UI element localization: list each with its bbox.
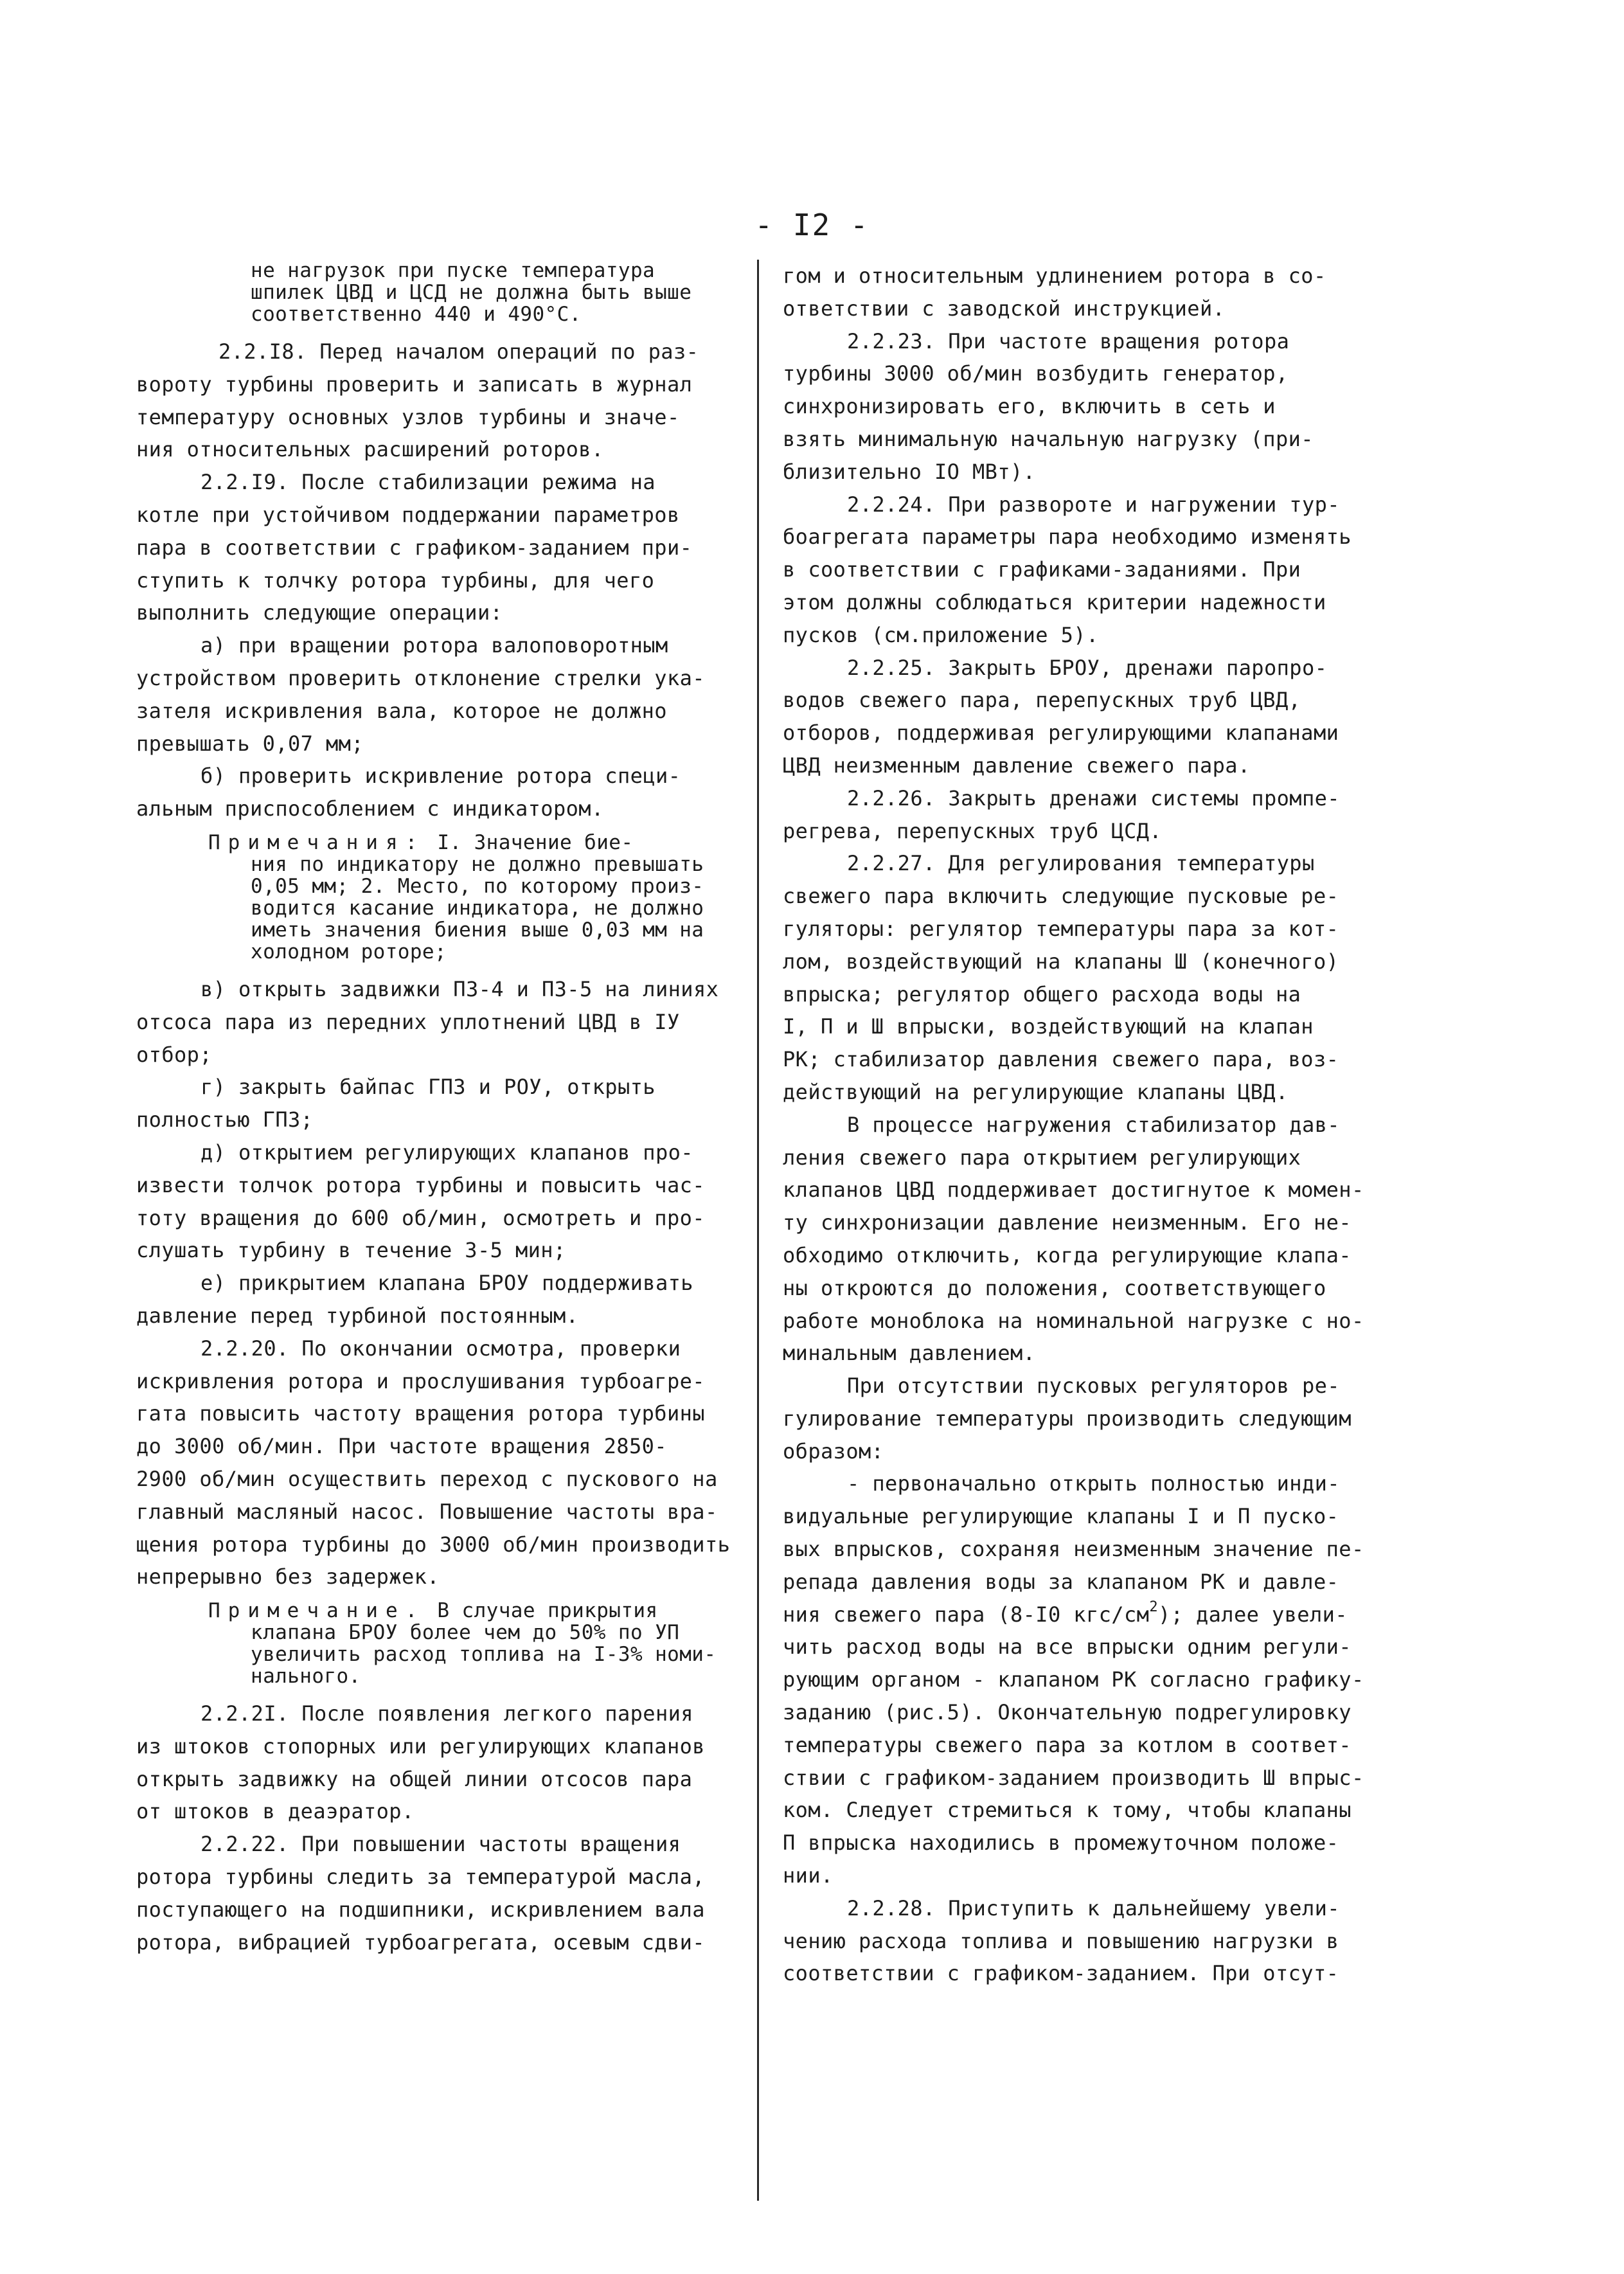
line-text: д) открытием регулирующих клапанов про- [201, 1140, 693, 1165]
line-text: 2.2.22. При повышении частоты вращения [201, 1832, 681, 1857]
line-text: свежего пара включить следующие пусковые ре- [783, 884, 1339, 909]
line-text: лом, воздействующий на клапаны Ш (конечного) [783, 949, 1339, 974]
line-text: синхронизировать его, включить в сеть и [783, 394, 1276, 419]
line-text: температуры свежего пара за котлом в соответ- [783, 1732, 1352, 1757]
line-text: чить расход воды на все впрыски одним регули- [783, 1634, 1352, 1660]
line-text: извести толчок ротора турбины и повысить час- [136, 1172, 705, 1197]
line-text: е) прикрытием клапана БРОУ поддерживать [201, 1271, 693, 1296]
column-divider [757, 260, 759, 2201]
text-line [783, 1566, 1405, 1598]
line-text: искривления ротора и прослушивания турбоагре- [136, 1368, 705, 1393]
text-line [136, 760, 753, 792]
line-text: П впрыска находились в промежуточном положе- [783, 1831, 1339, 1856]
text-line [136, 728, 753, 760]
line-text: видуальные регулирующие клапаны I и П пуско- [783, 1504, 1339, 1529]
line-text: клапанов ЦВД поддерживает достигнутое к момен- [783, 1177, 1364, 1203]
line-text: этом должны соблюдаться критерии надежности [783, 589, 1326, 614]
line-text: 2.2.I9. После стабилизации режима на [201, 470, 656, 495]
text-line [136, 466, 753, 499]
line-text: I, П и Ш впрыски, воздействующий на клапан [783, 1014, 1314, 1039]
line-text: непрерывно без задержек. [136, 1564, 440, 1589]
line-text: ротора турбины следить за температурой масла, [136, 1865, 705, 1890]
text-line [783, 586, 1405, 619]
text-line [783, 815, 1405, 848]
line-text: 2.2.24. При развороте и нагружении тур- [847, 492, 1340, 517]
text-line [783, 847, 1405, 880]
line-text: ния свежего пара (8-I0 кгс/см [783, 1602, 1150, 1627]
text-line [136, 1430, 753, 1463]
line-text: тоту вращения до 600 об/мин, осмотреть и про- [136, 1205, 705, 1230]
line-text: действующий на регулирующие клапаны ЦВД. [783, 1079, 1289, 1104]
line-text: холодном роторе; [251, 940, 447, 963]
text-line [783, 292, 1405, 325]
line-text: вороту турбины проверить и записать в журнал [136, 372, 693, 397]
text-line [783, 1043, 1405, 1076]
text-line [136, 1267, 753, 1300]
line-text: ротора, вибрацией турбоагрегата, осевым сдви- [136, 1929, 705, 1955]
text-line [136, 596, 753, 629]
line-text: ЦВД неизменным давление свежего пара. [783, 753, 1251, 778]
line-text: соответствии с графиком-заданием. При отсут- [783, 1961, 1339, 1986]
text-line [136, 1496, 753, 1528]
text-line [783, 1435, 1405, 1468]
line-text: При отсутствии пусковых регуляторов ре- [847, 1374, 1340, 1399]
line-text: устройством проверить отклонение стрелки ука- [136, 665, 705, 690]
line-text: рующим органом - клапаном РК согласно графику- [783, 1667, 1364, 1692]
line-text: вых впрысков, сохраняя неизменным значение пе- [783, 1537, 1364, 1562]
text-line [136, 1697, 753, 1730]
line-text: от штоков в деаэратор. [136, 1799, 415, 1824]
text-line [136, 433, 753, 466]
text-line [783, 1892, 1405, 1925]
text-line [136, 499, 753, 532]
line-text: выполнить следующие операции: [136, 600, 503, 625]
text-line [783, 1370, 1405, 1402]
note-line [136, 260, 753, 282]
line-text: образом: [783, 1438, 884, 1464]
text-line [783, 1598, 1405, 1631]
line-text: не нагрузок при пуске температура [251, 259, 656, 282]
text-line [783, 488, 1405, 521]
line-text: ны откроются до положения, соответствующего [783, 1275, 1326, 1300]
line-text: 2.2.27. Для регулирования температуры [847, 851, 1315, 876]
text-line [783, 553, 1405, 586]
line-text: гата повысить частоту вращения ротора турбины [136, 1401, 705, 1426]
line-text: ответствии с заводской инструкцией. [783, 296, 1226, 321]
note-line [136, 1622, 753, 1643]
line-text: 2.2.I8. Перед началом операций по раз- [219, 339, 699, 364]
text-line [136, 1071, 753, 1104]
line-text: нии. [783, 1863, 834, 1888]
text-line [783, 913, 1405, 945]
line-text: ком. Следует стремиться к тому, чтобы клапаны [783, 1798, 1352, 1823]
text-line [136, 1730, 753, 1763]
note-line [136, 1600, 753, 1622]
line-text: полностью ГПЗ; [136, 1107, 314, 1133]
text-line [783, 1859, 1405, 1892]
text-line [783, 260, 1405, 292]
line-text: 2.2.25. Закрыть БРОУ, дренажи паропро- [847, 655, 1328, 680]
note-line [136, 303, 753, 325]
text-line [136, 1136, 753, 1169]
text-line [136, 336, 753, 368]
text-line [136, 1234, 753, 1267]
line-text: минальным давлением. [783, 1341, 1036, 1366]
text-line [783, 1925, 1405, 1958]
line-text: котле при устойчивом поддержании параметров [136, 502, 680, 527]
text-line [783, 1010, 1405, 1043]
line-text: до 3000 об/мин. При частоте вращения 2850- [136, 1434, 667, 1459]
text-line [783, 749, 1405, 782]
line-text: нального. [251, 1665, 361, 1688]
line-text: превышать 0,07 мм; [136, 731, 364, 756]
line-text: ступить к толчку ротора турбины, для чего [136, 568, 655, 593]
text-line [136, 662, 753, 695]
line-text: В процессе нагружения стабилизатор дав- [847, 1112, 1340, 1137]
text-line [136, 1463, 753, 1496]
note-line [136, 282, 753, 303]
line-text: температуру основных узлов турбины и значе- [136, 404, 680, 429]
line-text: соответственно 440 и 490°С. [251, 303, 582, 326]
line-text: гом и относительным удлинением ротора в со- [783, 264, 1326, 288]
text-line [136, 1332, 753, 1365]
text-line [783, 1533, 1405, 1566]
text-line [136, 1894, 753, 1926]
line-text: гулирование температуры производить следующим [783, 1406, 1352, 1431]
text-line [783, 1206, 1405, 1239]
line-text: заданию (рис.5). Окончательную подрегулировку [783, 1700, 1352, 1725]
line-text: отбор; [136, 1042, 212, 1067]
line-text: ствии с графиком-заданием производить Ш впрыс- [783, 1765, 1364, 1790]
line-text: клапана БРОУ более чем до 50% по УП [251, 1621, 680, 1645]
line-text: близительно IO МВт). [783, 459, 1036, 484]
line-text-tail: I. Значение бие- [425, 830, 634, 854]
text-line [783, 782, 1405, 815]
line-text: альным приспособлением с индикатором. [136, 796, 604, 821]
text-line [136, 1763, 753, 1796]
text-line [136, 1039, 753, 1071]
text-line [783, 945, 1405, 978]
line-text: обходимо отключить, когда регулирующие клапа- [783, 1242, 1352, 1267]
text-line [783, 357, 1405, 390]
text-line [783, 619, 1405, 652]
superscript: 2 [1149, 1599, 1158, 1616]
line-text: главный масляный насос. Повышение частоты вра- [136, 1499, 718, 1524]
line-text: увеличить расход топлива на I-3% номи- [251, 1643, 717, 1667]
text-line [783, 1762, 1405, 1795]
line-text: 2.2.26. Закрыть дренажи системы промпе- [847, 785, 1340, 810]
line-text: впрыска; регулятор общего расхода воды на [783, 981, 1301, 1007]
text-line [783, 1729, 1405, 1762]
line-text: в) открыть задвижки ПЗ-4 и ПЗ-5 на линиях [201, 976, 719, 1001]
line-text: боагрегата параметры пара необходимо изменять [783, 524, 1352, 550]
text-line [783, 1827, 1405, 1859]
text-line [783, 1467, 1405, 1500]
line-text: 2900 об/мин осуществить переход с пускового на [136, 1466, 718, 1491]
text-line [783, 1696, 1405, 1729]
line-text: из штоков стопорных или регулирующих клапанов [136, 1733, 705, 1759]
text-line [136, 1397, 753, 1430]
line-text: пара в соответствии с графиком-заданием при- [136, 535, 693, 560]
text-line [136, 401, 753, 434]
text-line [136, 1300, 753, 1332]
text-line [783, 652, 1405, 685]
text-line [783, 1076, 1405, 1109]
line-text: регрева, перепускных труб ЦСД. [783, 818, 1162, 843]
line-text: 2.2.20. По окончании осмотра, проверки [201, 1336, 681, 1361]
line-text: б) проверить искривление ротора специ- [201, 764, 681, 789]
left-text-column [136, 260, 753, 1958]
line-text: зателя искривления вала, которое не должно [136, 698, 667, 723]
text-line [783, 1631, 1405, 1663]
line-text: - первоначально открыть полностью инди- [847, 1471, 1340, 1496]
text-line [783, 1305, 1405, 1338]
text-line [783, 684, 1405, 717]
text-line [136, 695, 753, 728]
note-heading: Примечание. [208, 1599, 425, 1623]
text-line [783, 521, 1405, 553]
line-text: 2.2.23. При частоте вращения ротора [847, 328, 1290, 354]
line-text: ту синхронизации давление неизменным. Его не- [783, 1210, 1352, 1235]
text-line [136, 1828, 753, 1861]
text-line [136, 629, 753, 662]
text-line [136, 1861, 753, 1894]
text-line [136, 1202, 753, 1235]
text-line [783, 1663, 1405, 1696]
text-line [783, 456, 1405, 488]
text-line [136, 973, 753, 1006]
line-text: РК; стабилизатор давления свежего пара, воз- [783, 1047, 1339, 1072]
line-text: пусков (см.приложение 5). [783, 622, 1099, 647]
text-line [783, 1272, 1405, 1305]
line-text-tail: В случае прикрытия [425, 1599, 658, 1623]
text-line [136, 532, 753, 564]
line-text: ния по индикатору не должно превышать [251, 852, 704, 876]
text-line [783, 325, 1405, 358]
line-text: поступающего на подшипники, искривлением вала [136, 1897, 705, 1922]
line-text: отсоса пара из передних уплотнений ЦВД в IУ [136, 1009, 680, 1034]
right-text-column [783, 260, 1405, 1990]
line-text: в соответствии с графиками-заданиями. При [783, 557, 1301, 582]
text-line [783, 423, 1405, 456]
line-text: 2.2.2I. После появления легкого парения [201, 1701, 693, 1726]
line-text: турбины 3000 об/мин возбудить генератор, [783, 361, 1289, 386]
note-line [136, 875, 753, 897]
line-text: 0,05 мм; 2. Место, по которому произ- [251, 874, 704, 898]
note-heading: Примечания: [208, 830, 425, 854]
note-line [136, 832, 753, 854]
text-line [136, 1561, 753, 1593]
text-line [136, 792, 753, 825]
text-line [783, 978, 1405, 1011]
text-line [136, 1528, 753, 1561]
text-line [783, 390, 1405, 423]
text-line [783, 880, 1405, 913]
text-line [783, 1957, 1405, 1990]
line-text: чению расхода топлива и повышению нагрузки в [783, 1928, 1339, 1953]
note-line [136, 1665, 753, 1687]
text-line [783, 1794, 1405, 1827]
text-line [136, 564, 753, 597]
line-text: шпилек ЦВД и ЦСД не должна быть выше [251, 281, 692, 304]
line-text: 2.2.28. Приступить к дальнейшему увели- [847, 1895, 1340, 1920]
line-text: отборов, поддерживая регулирующими клапанами [783, 721, 1339, 746]
line-text: взять минимальную начальную нагрузку (при- [783, 426, 1314, 451]
text-line [783, 1500, 1405, 1533]
line-text: слушать турбину в течение 3-5 мин; [136, 1238, 566, 1263]
text-line [136, 1795, 753, 1828]
text-line [783, 717, 1405, 749]
line-text: репада давления воды за клапаном РК и давле- [783, 1569, 1339, 1594]
text-line [783, 1402, 1405, 1435]
line-text: открыть задвижку на общей линии отсосов пара [136, 1766, 693, 1791]
line-text: иметь значения биения выше 0,03 мм на [251, 918, 704, 942]
line-text: а) при вращении ротора валоповоротным [201, 633, 668, 658]
text-line [136, 1104, 753, 1136]
text-line [783, 1141, 1405, 1174]
note-line [136, 854, 753, 875]
text-line [783, 1174, 1405, 1206]
line-text: ния относительных расширений роторов. [136, 437, 604, 462]
text-line [783, 1337, 1405, 1370]
note-line [136, 941, 753, 963]
text-line [136, 1926, 753, 1959]
line-text: щения ротора турбины до 3000 об/мин производить [136, 1532, 731, 1557]
line-text: давление перед турбиной постоянным. [136, 1303, 579, 1328]
line-text: гуляторы: регулятор температуры пара за кот- [783, 916, 1339, 941]
line-text: ления свежего пара открытием регулирующих [783, 1145, 1301, 1170]
page-number: - I2 - [754, 208, 870, 242]
note-line [136, 1643, 753, 1665]
text-line [136, 1365, 753, 1398]
line-text: работе моноблока на номинальной нагрузке с но- [783, 1308, 1364, 1333]
line-text: г) закрыть байпас ГПЗ и РОУ, открыть [201, 1075, 656, 1100]
line-text-tail: ); далее увели- [1157, 1602, 1348, 1627]
text-line [136, 368, 753, 401]
text-line [136, 1006, 753, 1039]
text-line [783, 1239, 1405, 1272]
line-text: водов свежего пара, перепускных труб ЦВД, [783, 688, 1301, 713]
line-text: водится касание индикатора, не должно [251, 896, 704, 920]
text-line [136, 1169, 753, 1202]
note-line [136, 897, 753, 919]
text-line [783, 1109, 1405, 1141]
note-line [136, 919, 753, 941]
